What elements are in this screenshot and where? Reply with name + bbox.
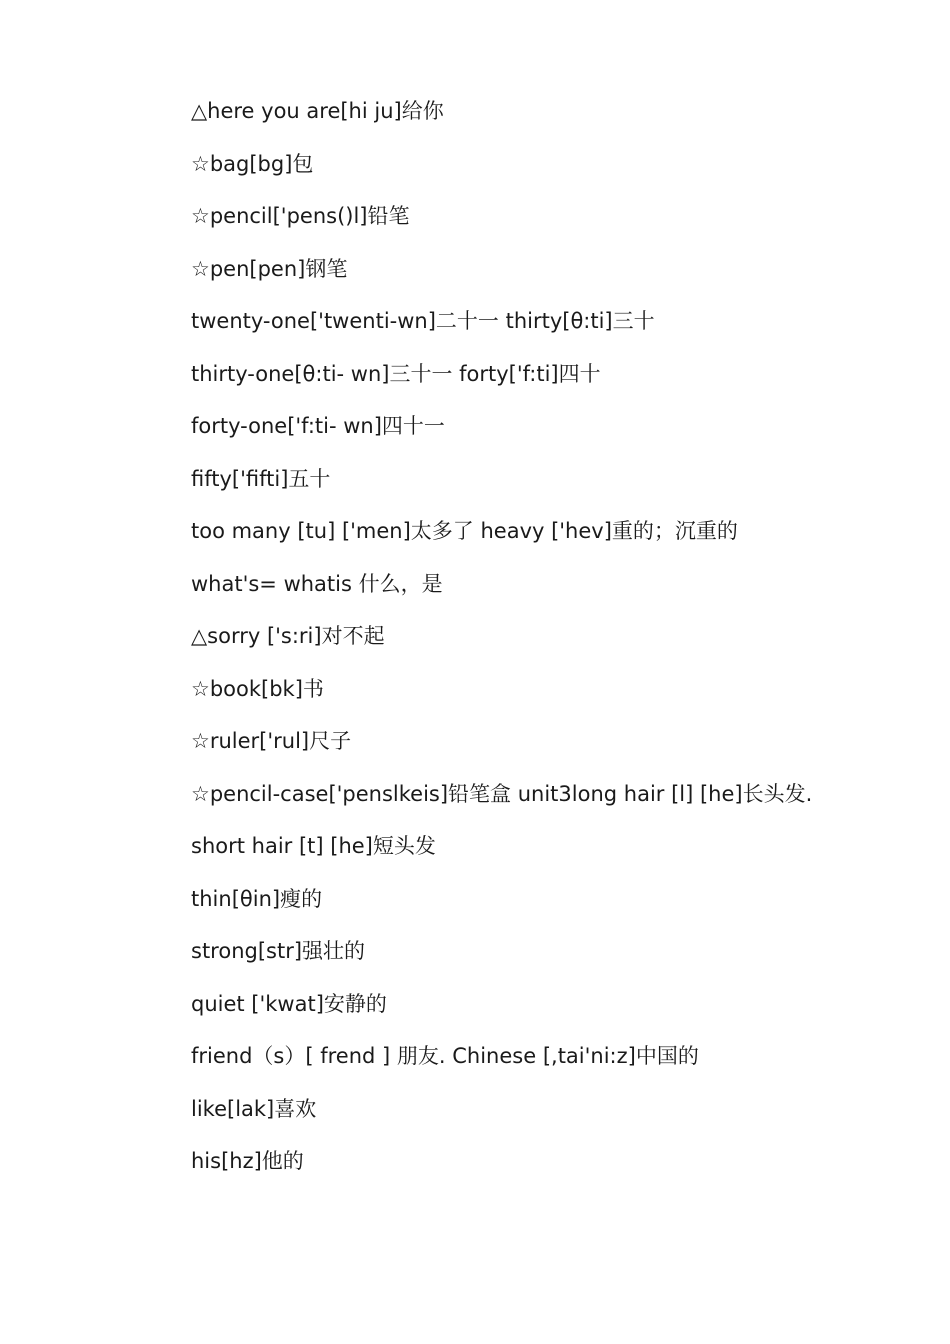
vocabulary-list <box>191 94 931 1197</box>
vocab-line: ☆book[bk]书 <box>191 676 324 701</box>
vocab-line: ☆pencil-case['penslkeis]铅笔盒 unit3long hair [l] [he]长头发. <box>191 781 813 806</box>
vocab-line: twenty-one['twenti-wn]二十一 thirty[θ:ti]三十 <box>191 309 655 333</box>
vocab-line: thirty-one[θ:ti- wn]三十一 forty['f:ti]四十 <box>191 361 601 386</box>
vocab-line: too many [tu] ['men]太多了 heavy ['hev]重的；沉重的 <box>191 519 738 543</box>
vocab-line: fifty['fifti]五十 <box>191 466 331 491</box>
vocab-line: what's= whatis 什么，是 <box>191 571 443 596</box>
vocab-line: thin[θin]瘦的 <box>191 886 323 911</box>
vocab-line: his[hz]他的 <box>191 1149 304 1173</box>
vocab-line: quiet ['kwat]安静的 <box>191 991 387 1016</box>
vocab-line: ☆pen[pen]钢笔 <box>191 256 348 281</box>
vocab-line: forty-one['f:ti- wn]四十一 <box>191 414 445 438</box>
vocab-line: ☆pencil['pens()l]铅笔 <box>191 204 410 228</box>
vocab-line: like[lak]喜欢 <box>191 1096 317 1121</box>
vocab-line: short hair [t] [he]短头发 <box>191 834 436 858</box>
vocab-line: △here you are[hi ju]给你 <box>191 99 444 123</box>
vocab-line: △sorry ['s:ri]对不起 <box>191 624 385 648</box>
vocab-line: strong[str]强壮的 <box>191 939 366 963</box>
vocab-line: ☆ruler['rul]尺子 <box>191 729 352 753</box>
vocab-line: ☆bag[bg]包 <box>191 151 314 176</box>
vocab-line: friend（s）[ frend ] 朋友. Chinese [,tai'ni:z]中国的 <box>191 1044 699 1068</box>
